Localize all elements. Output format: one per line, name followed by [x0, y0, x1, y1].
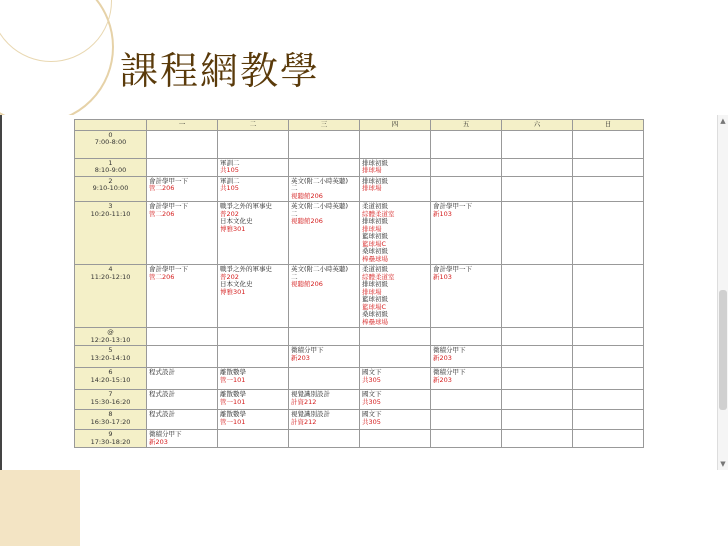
period-time: 15:30-16:20	[90, 397, 131, 406]
period-number: 9	[108, 430, 113, 438]
course-cell[interactable]	[289, 265, 360, 328]
course-room: 管二206	[149, 272, 175, 281]
period-number: 3	[108, 202, 113, 210]
period-time: 17:30-18:20	[90, 437, 131, 446]
day-header: 四	[360, 120, 431, 131]
period-number: 5	[108, 346, 113, 354]
course-name: 軍訓二	[220, 158, 240, 167]
course-cell	[360, 328, 431, 346]
course-room: 共105	[220, 166, 239, 174]
course-name: 柔道初級	[362, 202, 388, 210]
course-cell[interactable]	[289, 390, 360, 410]
course-name: 籃球初級	[362, 295, 388, 303]
course-name: 排球初級	[362, 176, 388, 185]
course-name: 離散數學	[220, 410, 246, 418]
course-cell[interactable]	[289, 346, 360, 368]
course-room: 普202	[220, 272, 239, 281]
course-name: 桑球初級	[362, 247, 388, 255]
period-cell	[75, 328, 147, 346]
scroll-up-arrow-icon[interactable]: ▲	[720, 117, 726, 125]
period-cell	[75, 346, 147, 368]
course-name: 英文(附二小時英聽)	[291, 202, 349, 210]
course-cell	[573, 176, 644, 202]
day-header: 六	[502, 120, 573, 131]
period-time: 7:00-8:00	[94, 138, 127, 146]
course-name: 會計學甲一下	[433, 202, 472, 210]
course-name: 程式設計	[149, 410, 175, 418]
course-name: 桑球初級	[362, 310, 388, 318]
period-number: 8	[108, 410, 113, 418]
course-room: 管二206	[149, 209, 175, 218]
course-room: 綜體柔道室	[362, 272, 395, 281]
course-cell[interactable]	[431, 265, 502, 328]
course-room: 共305	[362, 397, 381, 406]
timetable-body	[75, 130, 644, 448]
course-cell	[431, 158, 502, 176]
course-room: 管一101	[220, 375, 246, 384]
period-cell	[75, 158, 147, 176]
timetable-row	[75, 158, 644, 176]
course-cell	[218, 346, 289, 368]
course-cell	[147, 158, 218, 176]
course-name: 柔道初級	[362, 265, 388, 273]
period-cell	[75, 368, 147, 390]
course-cell[interactable]	[360, 410, 431, 430]
course-cell	[502, 368, 573, 390]
course-cell	[502, 130, 573, 158]
course-cell	[502, 430, 573, 448]
course-cell[interactable]	[289, 176, 360, 202]
course-name: 軍訓二	[220, 176, 240, 185]
period-time: 12:20-13:10	[90, 335, 131, 344]
course-cell	[289, 430, 360, 448]
day-header: 三	[289, 120, 360, 131]
period-cell	[75, 176, 147, 202]
timetable-row	[75, 328, 644, 346]
period-time: 8:10-9:00	[94, 166, 127, 174]
course-cell[interactable]	[431, 346, 502, 368]
course-room: 新103	[433, 272, 452, 281]
course-cell[interactable]	[218, 390, 289, 410]
scroll-down-arrow-icon[interactable]: ▼	[720, 460, 726, 468]
course-cell[interactable]	[218, 202, 289, 265]
course-room: 博雅301	[220, 287, 246, 296]
period-time: 9:10-10:00	[92, 184, 129, 192]
course-name: 二	[291, 209, 298, 218]
course-name: 程式設計	[149, 390, 175, 398]
course-cell	[573, 265, 644, 328]
course-room: 排球場	[362, 224, 382, 233]
course-cell	[502, 328, 573, 346]
timetable-row	[75, 176, 644, 202]
course-cell	[289, 158, 360, 176]
course-cell	[502, 265, 573, 328]
course-cell	[573, 158, 644, 176]
course-cell	[502, 176, 573, 202]
course-name: 二	[291, 184, 298, 192]
course-cell	[147, 130, 218, 158]
course-name: 離散數學	[220, 390, 246, 398]
scrollbar-thumb[interactable]	[719, 290, 727, 410]
course-cell[interactable]	[218, 410, 289, 430]
course-name: 二	[291, 272, 298, 281]
course-cell	[147, 346, 218, 368]
course-room: 排球場	[362, 166, 382, 174]
course-room: 新203	[149, 437, 168, 446]
course-room: 新203	[291, 353, 310, 362]
course-cell	[360, 346, 431, 368]
course-name: 微積分甲下	[433, 346, 466, 354]
period-time: 16:30-17:20	[90, 417, 131, 426]
course-cell[interactable]	[218, 368, 289, 390]
period-time: 13:20-14:10	[90, 353, 131, 362]
course-name: 英文(附二小時英聽)	[291, 265, 349, 273]
course-name: 日本文化史	[220, 280, 253, 288]
period-cell	[75, 130, 147, 158]
timetable-row	[75, 202, 644, 265]
course-room: 管二206	[149, 184, 175, 192]
course-name: 會計學甲一下	[433, 265, 472, 273]
course-room: 共305	[362, 375, 381, 384]
course-room: 新203	[433, 375, 452, 384]
day-header: 二	[218, 120, 289, 131]
course-cell[interactable]	[147, 390, 218, 410]
course-name: 國文下	[362, 390, 382, 398]
period-number: 7	[108, 390, 113, 398]
timetable-row	[75, 430, 644, 448]
period-cell	[75, 430, 147, 448]
day-header: 五	[431, 120, 502, 131]
course-name: 會計學甲一下	[149, 202, 188, 210]
period-time: 10:20-11:10	[90, 209, 131, 218]
period-cell	[75, 390, 147, 410]
period-number: 1	[108, 158, 113, 167]
course-cell	[218, 130, 289, 158]
course-cell[interactable]	[147, 410, 218, 430]
course-name: 英文(附二小時英聽)	[291, 176, 349, 185]
course-cell[interactable]	[218, 265, 289, 328]
course-room: 棒壘球場	[362, 317, 388, 326]
period-time: 14:20-15:10	[90, 375, 131, 384]
course-cell	[573, 368, 644, 390]
course-cell	[431, 410, 502, 430]
course-cell[interactable]	[147, 202, 218, 265]
course-cell	[360, 130, 431, 158]
course-name: 排球初級	[362, 158, 388, 167]
period-number: 0	[108, 130, 113, 139]
course-name: 戰爭之外的軍事史	[220, 265, 272, 273]
course-room: 視聽館206	[291, 191, 323, 200]
course-cell	[289, 368, 360, 390]
course-cell	[218, 328, 289, 346]
course-cell[interactable]	[147, 265, 218, 328]
course-cell[interactable]	[218, 158, 289, 176]
course-cell[interactable]	[360, 176, 431, 202]
course-name: 排球初級	[362, 280, 388, 288]
course-cell[interactable]	[360, 390, 431, 410]
course-cell	[573, 328, 644, 346]
course-cell[interactable]	[431, 202, 502, 265]
course-cell	[431, 130, 502, 158]
course-room: 籃球場C	[362, 302, 387, 311]
course-cell	[289, 328, 360, 346]
course-name: 離散數學	[220, 368, 246, 376]
course-room: 籃球場C	[362, 239, 387, 248]
course-cell	[573, 202, 644, 265]
course-cell[interactable]	[147, 368, 218, 390]
course-cell	[502, 158, 573, 176]
timetable-row	[75, 410, 644, 430]
course-cell	[218, 430, 289, 448]
timetable-row	[75, 265, 644, 328]
period-number: @	[107, 328, 114, 336]
course-room: 排球場	[362, 287, 382, 296]
period-cell	[75, 410, 147, 430]
course-cell	[289, 130, 360, 158]
course-room: 棒壘球場	[362, 254, 388, 263]
course-cell[interactable]	[431, 368, 502, 390]
course-cell	[431, 430, 502, 448]
course-name: 會計學甲一下	[149, 176, 188, 185]
course-cell[interactable]	[360, 158, 431, 176]
course-cell	[502, 410, 573, 430]
course-room: 計資212	[291, 417, 317, 426]
course-cell[interactable]	[360, 202, 431, 265]
timetable-row	[75, 130, 644, 158]
course-room: 視聽館206	[291, 217, 323, 225]
course-name: 日本文化史	[220, 217, 253, 225]
course-name: 微積分甲下	[149, 430, 182, 438]
course-name: 視覺識別設計	[291, 410, 330, 418]
course-cell[interactable]	[360, 265, 431, 328]
period-number: 4	[108, 265, 113, 273]
course-room: 新203	[433, 353, 452, 362]
course-cell	[573, 346, 644, 368]
period-time: 11:20-12:10	[90, 272, 131, 281]
course-room: 排球場	[362, 184, 382, 192]
course-cell	[147, 328, 218, 346]
course-cell	[360, 430, 431, 448]
course-name: 程式設計	[149, 368, 175, 376]
timetable-row	[75, 390, 644, 410]
course-cell[interactable]	[218, 176, 289, 202]
timetable-row	[75, 368, 644, 390]
course-cell	[573, 430, 644, 448]
course-room: 管一101	[220, 397, 246, 406]
period-number: 6	[108, 368, 113, 376]
course-cell[interactable]	[289, 410, 360, 430]
course-cell	[573, 390, 644, 410]
header-corner	[75, 120, 147, 131]
course-cell[interactable]	[147, 176, 218, 202]
course-cell	[431, 328, 502, 346]
course-cell	[573, 130, 644, 158]
course-name: 視覺識別設計	[291, 390, 330, 398]
course-cell	[573, 410, 644, 430]
course-room: 新103	[433, 209, 452, 218]
course-cell	[502, 390, 573, 410]
course-name: 微積分甲下	[291, 346, 324, 354]
course-room: 計資212	[291, 397, 317, 406]
course-name: 國文下	[362, 368, 382, 376]
course-name: 排球初級	[362, 217, 388, 225]
course-name: 國文下	[362, 410, 382, 418]
day-header: 一	[147, 120, 218, 131]
day-header-row	[75, 120, 644, 131]
period-number: 2	[108, 176, 113, 185]
course-room: 管一101	[220, 417, 246, 426]
course-room: 視聽館206	[291, 280, 323, 288]
course-name: 微積分甲下	[433, 368, 466, 376]
course-room: 共305	[362, 417, 381, 426]
course-name: 會計學甲一下	[149, 265, 188, 273]
course-cell	[502, 346, 573, 368]
course-cell	[502, 202, 573, 265]
day-header: 日	[573, 120, 644, 131]
course-room: 普202	[220, 209, 239, 218]
period-cell	[75, 265, 147, 328]
course-cell	[431, 176, 502, 202]
course-name: 籃球初級	[362, 232, 388, 240]
timetable-row	[75, 346, 644, 368]
course-cell[interactable]	[360, 368, 431, 390]
course-room: 綜體柔道室	[362, 209, 395, 218]
course-name: 戰爭之外的軍事史	[220, 202, 272, 210]
course-room: 博雅301	[220, 224, 246, 233]
timetable	[74, 119, 644, 448]
course-room: 共105	[220, 184, 239, 192]
course-cell[interactable]	[289, 202, 360, 265]
slide-bottom-left-band	[0, 470, 80, 546]
course-cell	[431, 390, 502, 410]
course-cell[interactable]	[147, 430, 218, 448]
slide-title: 課程網教學	[120, 49, 321, 93]
period-cell	[75, 202, 147, 265]
